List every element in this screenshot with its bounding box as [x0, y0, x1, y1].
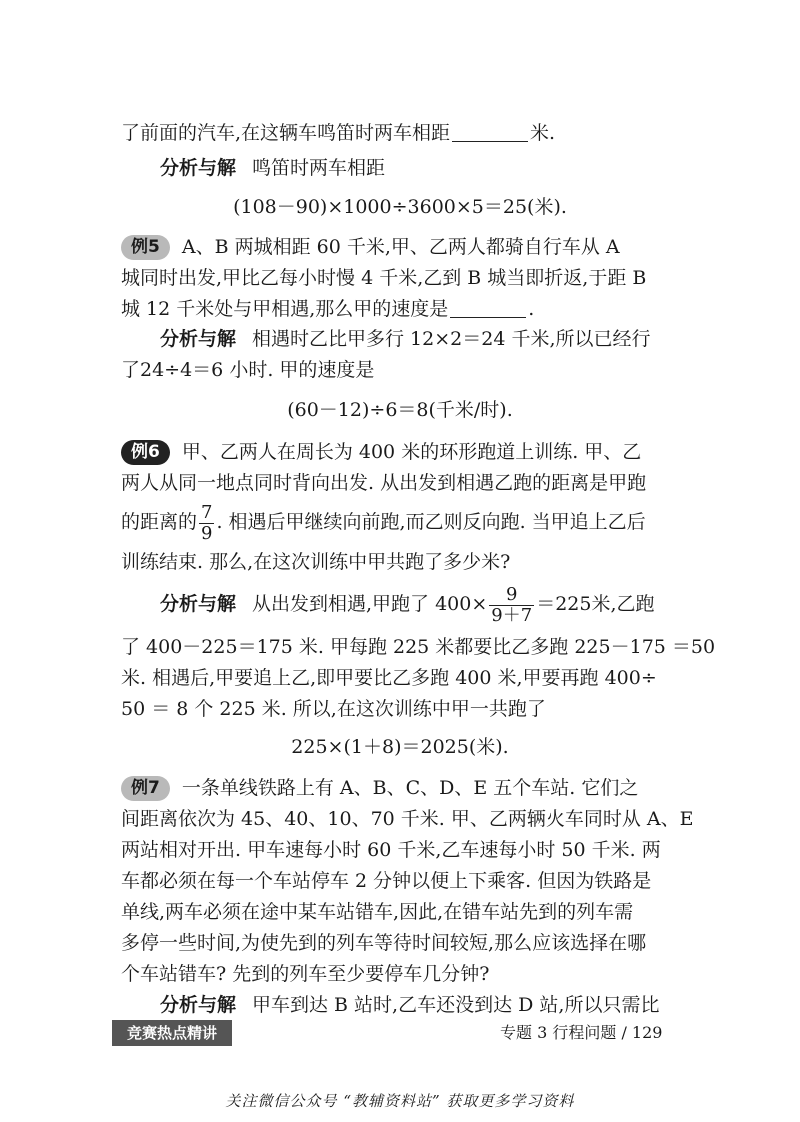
analysis-text: 鸣笛时两车相距 — [252, 157, 386, 179]
ex7-l4: 车都必须在每一个车站停车 2 分钟以便上下乘客. 但因为铁路是 — [121, 870, 652, 892]
ex7-l5: 单线,两车必须在途中某车站错车,因此,在错车站先到的列车需 — [121, 901, 634, 923]
ex6-line-2: 两人从同一地点同时背向出发. 从出发到相遇乙跑的距离是甲跑 — [121, 472, 647, 494]
ex5-analysis-label: 分析与解 — [160, 328, 237, 350]
line1-text: 了前面的汽车,在这辆车鸣笛时两车相距 — [121, 122, 451, 144]
ex5-s2: 了24÷4＝6 小时. 甲的速度是 — [121, 359, 375, 381]
ex6-l3-after: . 相遇后甲继续向前跑,而乙则反向跑. 当甲追上乙后 — [216, 511, 646, 533]
ex7-l6: 多停一些时间,为使先到的列车等待时间较短,那么应该选择在哪 — [121, 932, 647, 954]
frac-num: 7 — [201, 501, 213, 523]
fraction-7-9 — [199, 503, 214, 544]
fraction-9-16 — [489, 585, 534, 626]
ex6-line-3 — [121, 500, 691, 544]
ex6-s4: 50 ＝ 8 个 225 米. 所以,在这次训练中甲一共跑了 — [121, 698, 546, 720]
ex6-line-4: 训练结束. 那么,在这次训练中甲共跑了多少米? — [121, 551, 511, 573]
ex7-l1: 一条单线铁路上有 A、B、C、D、E 五个车站. 它们之 — [181, 777, 639, 799]
line-1 — [121, 118, 691, 148]
ex6-s1-after: ＝225米,乙跑 — [536, 593, 655, 615]
ex6-l3-before: 的距离的 — [121, 511, 198, 533]
ex7-badge: 例7 — [121, 776, 170, 801]
frac2-num: 9 — [489, 585, 534, 606]
ex5-analysis — [160, 324, 730, 354]
ex7-l2: 间距离依次为 45、40、10、70 千米. 甲、乙两辆火车同时从 A、E — [121, 808, 694, 830]
ex6-analysis — [160, 582, 730, 626]
ex5-l3: 城 12 千米处与甲相遇,那么甲的速度是 — [121, 298, 449, 320]
ex5-line-1 — [121, 232, 691, 262]
ex5-l1: A、B 两城相距 60 千米,甲、乙两人都骑自行车从 A — [181, 236, 620, 258]
ex5-line-2: 城同时出发,甲比乙每小时慢 4 千米,乙到 B 城当即折返,于距 B — [121, 267, 647, 289]
ex5-l3-after: . — [528, 298, 535, 320]
ex6-line-1 — [121, 437, 691, 467]
formula-1: (108－90)×1000÷3600×5＝25(米). — [233, 196, 567, 218]
ex7-line-1 — [121, 773, 691, 803]
ex6-badge: 例6 — [121, 440, 170, 465]
ex6-s2: 了 400－225＝175 米. 甲每跑 225 米都要比乙多跑 225－175 ＝50 — [121, 636, 716, 658]
analysis-label: 分析与解 — [160, 157, 237, 179]
ex5-line-3 — [121, 294, 691, 324]
ex6-s3: 米. 相遇后,甲要追上乙,即甲要比乙多跑 400 米,甲要再跑 400÷ — [121, 667, 657, 689]
ex5-badge: 例5 — [121, 235, 170, 260]
ex7-analysis-label: 分析与解 — [160, 994, 237, 1016]
ex6-l1: 甲、乙两人在周长为 400 米的环形跑道上训练. 甲、乙 — [181, 441, 642, 463]
ex7-l7: 个车站错车? 先到的列车至少要停车几分钟? — [121, 963, 490, 985]
answer-blank — [452, 121, 528, 142]
ex7-analysis — [160, 990, 730, 1020]
footer-page-info: 专题 3 行程问题 / 129 — [500, 1023, 663, 1042]
frac-den: 9 — [201, 522, 213, 544]
frac2-den: 9＋7 — [491, 604, 533, 626]
footer-series-tag: 竞赛热点精讲 — [112, 1020, 232, 1046]
ex7-l3: 两站相对开出. 甲车速每小时 60 千米,乙车速每小时 50 千米. 两 — [121, 839, 661, 861]
ex5-formula: (60－12)÷6＝8(千米/时). — [287, 399, 513, 421]
ex6-analysis-label: 分析与解 — [160, 593, 237, 615]
analysis-line — [160, 153, 730, 183]
watermark-text: 关注微信公众号 “教辅资料站” 获取更多学习资料 — [225, 1092, 575, 1110]
ex5-answer-blank — [450, 297, 526, 318]
ex6-formula: 225×(1＋8)＝2025(米). — [291, 736, 509, 758]
ex5-s1: 相遇时乙比甲多行 12×2＝24 千米,所以已经行 — [252, 328, 651, 350]
line1-after: 米. — [530, 122, 556, 144]
ex6-s1-before: 从出发到相遇,甲跑了 400× — [252, 593, 488, 615]
ex7-s1: 甲车到达 B 站时,乙车还没到达 D 站,所以只需比 — [252, 994, 660, 1016]
